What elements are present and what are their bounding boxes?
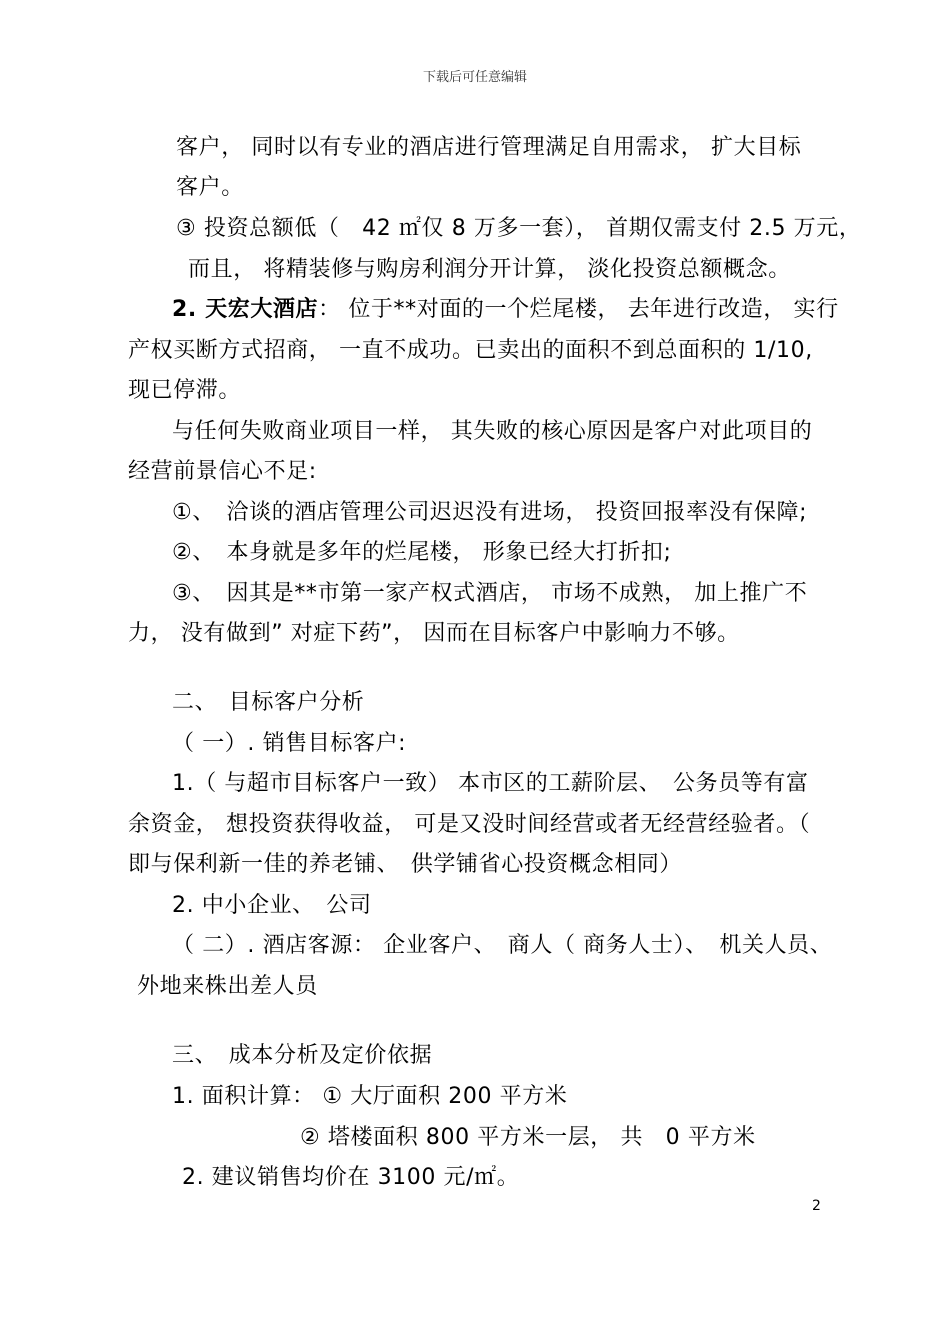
section-heading: 二、 目标客户分析 [172,690,365,715]
text-line: 现已停滞。 [128,378,242,403]
text-line: 产权买断方式招商， 一直不成功。已卖出的面积不到总面积的 1/10, [128,338,813,363]
text-line: 与任何失败商业项目一样， 其失败的核心原因是客户对此项目的 [172,419,813,444]
text-line: 外地来株出差人员 [137,974,318,999]
page-number: 2 [812,1198,821,1214]
text-line: 经营前景信心不足: [128,459,317,484]
text-line: 而且， 将精装修与购房利润分开计算， 淡化投资总额概念。 [188,257,791,282]
text-line: （ 二）. 酒店客源： 企业客户、 商人（ 商务人士）、 机关人员、 [172,933,833,958]
text-line [172,295,839,325]
text-line: ①、 洽谈的酒店管理公司迟迟没有进场， 投资回报率没有保障; [172,500,808,525]
text-line: ②、 本身就是多年的烂尾楼， 形象已经大打折扣; [172,540,672,565]
text-line: （ 一）. 销售目标客户: [172,731,407,756]
page-header: 下载后可任意编辑 [422,70,527,85]
text-line: 即与保利新一佳的养老铺、 供学铺省心投资概念相同） [128,852,683,877]
hotel-name-heading: 2. 天宏大酒店 [172,297,319,322]
text-line: ③ 投资总额低（ 42 ㎡仅 8 万多一套）， 首期仅需支付 2.5 万元， [176,216,862,241]
text-line: ② 塔楼面积 800 平方米一层， 共 0 平方米 [300,1125,756,1150]
text-line: 力， 没有做到” 对症下药”， 因而在目标客户中影响力不够。 [128,621,740,646]
text-line: 余资金， 想投资获得收益， 可是又没时间经营或者无经营经验者。（ [128,812,811,837]
text-line: 客户， 同时以有专业的酒店进行管理满足自用需求， 扩大目标 [176,135,802,160]
text-line: 2. 中小企业、 公司 [172,893,372,918]
text-line: ③、 因其是**市第一家产权式酒店， 市场不成熟， 加上推广不 [172,581,808,606]
hotel-description: ： 位于**对面的一个烂尾楼， 去年进行改造， 实行 [318,297,839,322]
section-heading: 三、 成本分析及定价依据 [172,1043,433,1068]
text-line: 1. 面积计算： ① 大厅面积 200 平方米 [172,1084,568,1109]
text-line: 客户。 [176,175,244,200]
text-line: 1.（ 与超市目标客户一致） 本市区的工薪阶层、 公务员等有富 [172,771,809,796]
text-line: 2. 建议销售均价在 3100 元/㎡。 [182,1165,520,1190]
